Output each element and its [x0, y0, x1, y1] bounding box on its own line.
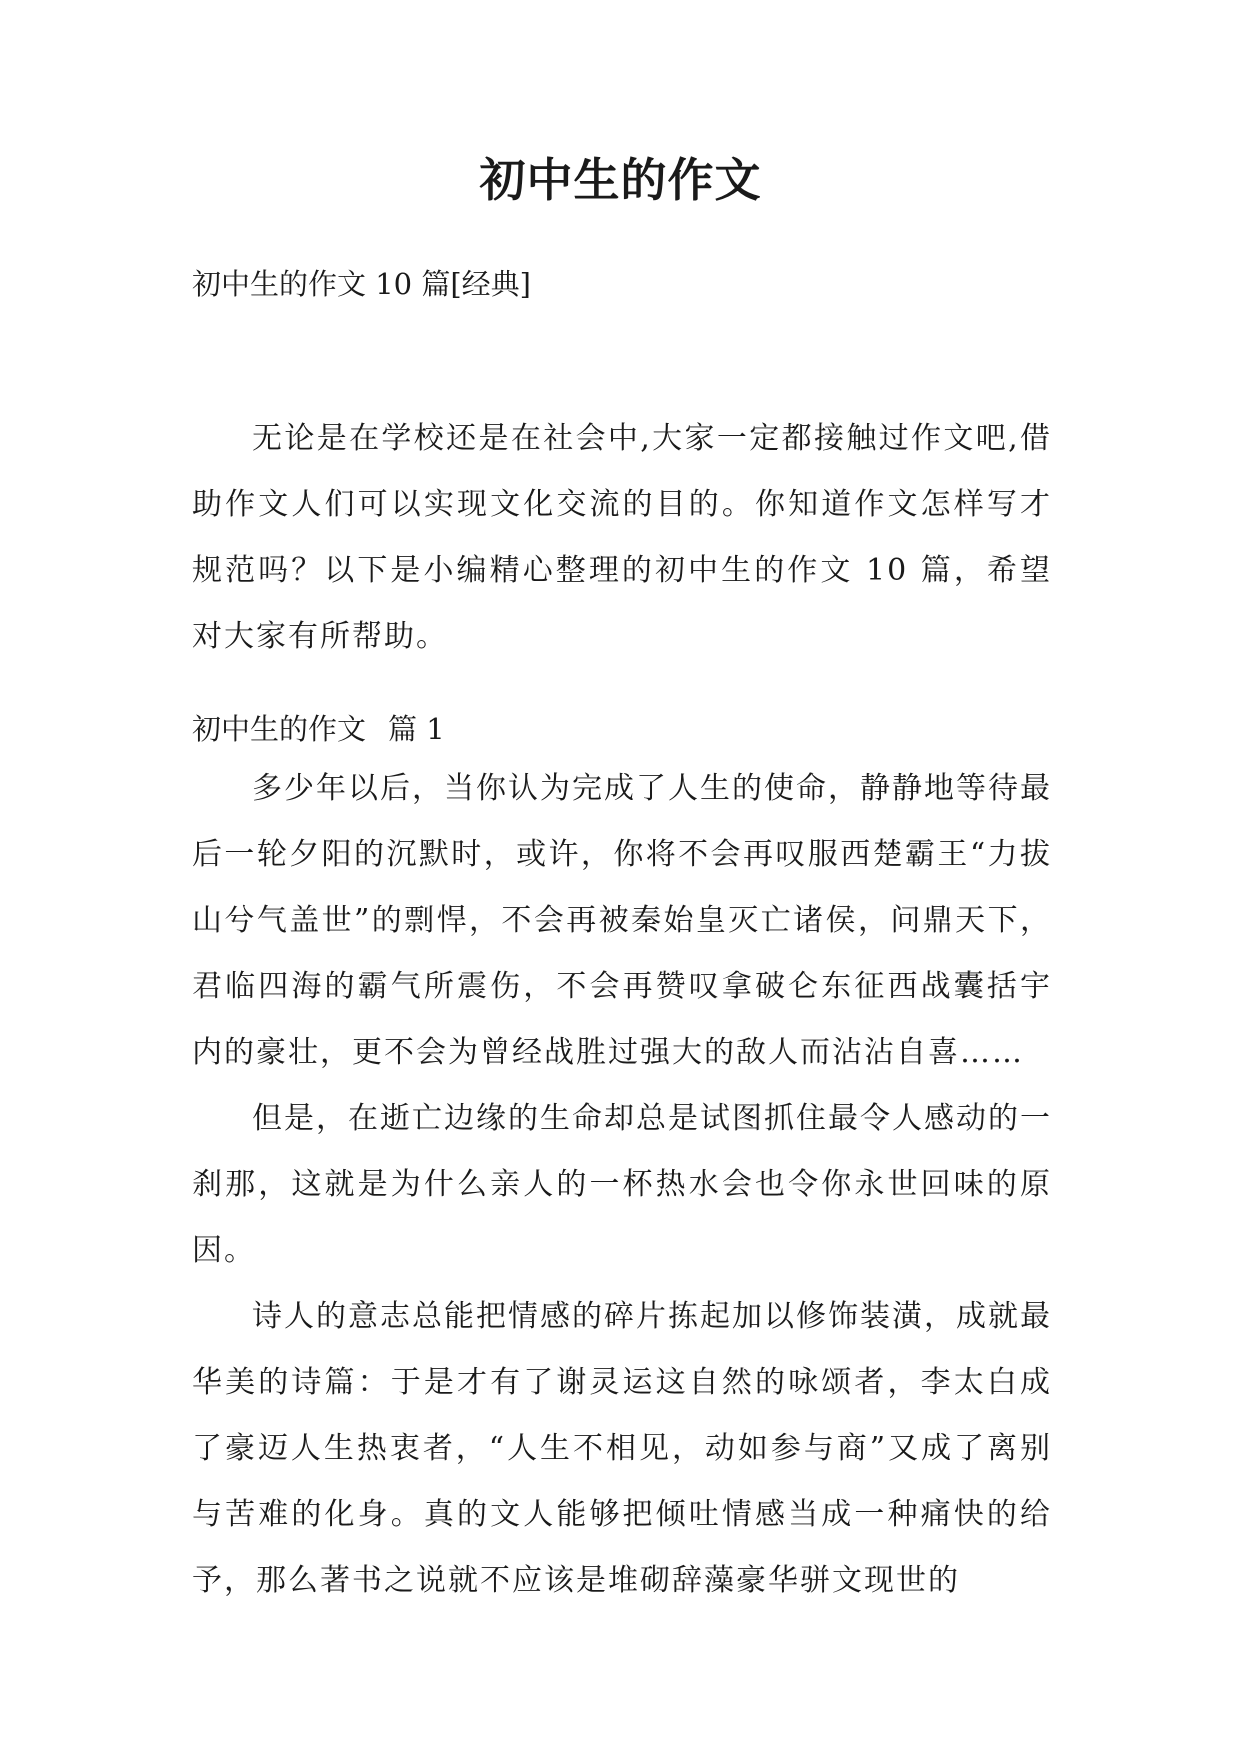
body-paragraph: 多少年以后，当你认为完成了人生的使命，静静地等待最后一轮夕阳的沉默时，或许，你将不会再叹服西楚霸王“力拔山兮气盖世”的剽悍，不会再被秦始皇灭亡诸侯，问鼎天下，君临四海的霸气所震伤，不会再赞叹拿破仑东征西战囊括宇内的豪壮，更不会为曾经战胜过强大的敌人而沾沾自喜…… — [192, 771, 1052, 1070]
body-paragraph: 诗人的意志总能把情感的碎片拣起加以修饰装潢，成就最华美的诗篇：于是才有了谢灵运这自然的咏颂者，李太白成了豪迈人生热衷者，“人生不相见，动如参与商”又成了离别与苦难的化身。真的文人能够把倾吐情感当成一种痛快的给予，那么著书之说就不应该是堆砌辞藻豪华骈文现世的 — [192, 1299, 1052, 1598]
section-heading-number: 篇 1 — [388, 712, 445, 746]
document-title: 初中生的作文 — [479, 153, 762, 207]
essay-section-1 — [192, 702, 1052, 1614]
body-paragraph: 但是，在逝亡边缘的生命却总是试图抓住最令人感动的一刹那，这就是为什么亲人的一杯热水会也令你永世回味的原因。 — [192, 1101, 1052, 1268]
section-heading-title: 初中生的作文 — [192, 712, 367, 746]
section-heading — [192, 702, 1052, 756]
document-subtitle: 初中生的作文 10 篇[经典] — [192, 267, 531, 301]
intro-paragraph: 无论是在学校还是在社会中,大家一定都接触过作文吧,借助作文人们可以实现文化交流的目的。你知道作文怎样写才规范吗？以下是小编精心整理的初中生的作文 10 篇，希望对大家有所帮助。 — [192, 421, 1052, 654]
